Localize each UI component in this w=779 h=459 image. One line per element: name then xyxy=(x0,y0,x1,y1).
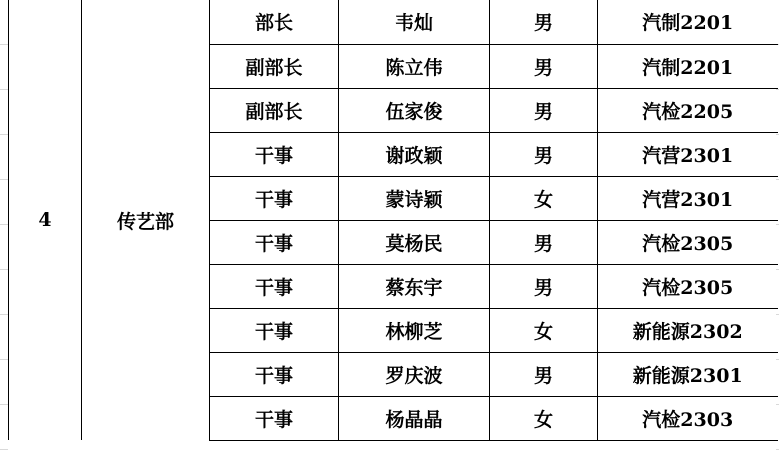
role-cell[interactable]: 部长 xyxy=(210,0,339,44)
role-cell[interactable]: 干事 xyxy=(210,308,339,352)
class-cell[interactable]: 汽检2303 xyxy=(598,396,778,440)
class-cell[interactable]: 新能源2301 xyxy=(598,352,778,396)
name-cell[interactable]: 蒙诗颖 xyxy=(339,176,490,220)
class-cell[interactable]: 汽检2305 xyxy=(598,220,778,264)
name-cell[interactable]: 谢政颖 xyxy=(339,132,490,176)
name-cell[interactable]: 莫杨民 xyxy=(339,220,490,264)
name-cell[interactable]: 罗庆波 xyxy=(339,352,490,396)
class-cell[interactable]: 汽制2201 xyxy=(598,0,778,44)
role-cell[interactable]: 干事 xyxy=(210,264,339,308)
role-cell[interactable]: 副部长 xyxy=(210,44,339,88)
department-cell[interactable]: 传艺部 xyxy=(82,0,210,440)
role-cell[interactable]: 干事 xyxy=(210,220,339,264)
group-number-cell[interactable]: 4 xyxy=(9,0,82,440)
table-row xyxy=(9,0,778,44)
name-cell[interactable]: 伍家俊 xyxy=(339,88,490,132)
name-cell[interactable]: 林柳芝 xyxy=(339,308,490,352)
gender-cell[interactable]: 男 xyxy=(490,132,598,176)
role-cell[interactable]: 副部长 xyxy=(210,88,339,132)
role-cell[interactable]: 干事 xyxy=(210,352,339,396)
gender-cell[interactable]: 男 xyxy=(490,44,598,88)
gridlines-left xyxy=(0,0,8,459)
gender-cell[interactable]: 男 xyxy=(490,0,598,44)
name-cell[interactable]: 韦灿 xyxy=(339,0,490,44)
class-cell[interactable]: 新能源2302 xyxy=(598,308,778,352)
gender-cell[interactable]: 女 xyxy=(490,176,598,220)
class-cell[interactable]: 汽营2301 xyxy=(598,132,778,176)
department-roster-table xyxy=(8,0,778,441)
role-cell[interactable]: 干事 xyxy=(210,132,339,176)
class-cell[interactable]: 汽制2201 xyxy=(598,44,778,88)
name-cell[interactable]: 陈立伟 xyxy=(339,44,490,88)
gender-cell[interactable]: 男 xyxy=(490,352,598,396)
name-cell[interactable]: 蔡东宇 xyxy=(339,264,490,308)
gender-cell[interactable]: 男 xyxy=(490,220,598,264)
role-cell[interactable]: 干事 xyxy=(210,396,339,440)
gender-cell[interactable]: 男 xyxy=(490,264,598,308)
name-cell[interactable]: 杨晶晶 xyxy=(339,396,490,440)
role-cell[interactable]: 干事 xyxy=(210,176,339,220)
class-cell[interactable]: 汽检2305 xyxy=(598,264,778,308)
gender-cell[interactable]: 男 xyxy=(490,88,598,132)
gender-cell[interactable]: 女 xyxy=(490,396,598,440)
class-cell[interactable]: 汽营2301 xyxy=(598,176,778,220)
class-cell[interactable]: 汽检2205 xyxy=(598,88,778,132)
gender-cell[interactable]: 女 xyxy=(490,308,598,352)
